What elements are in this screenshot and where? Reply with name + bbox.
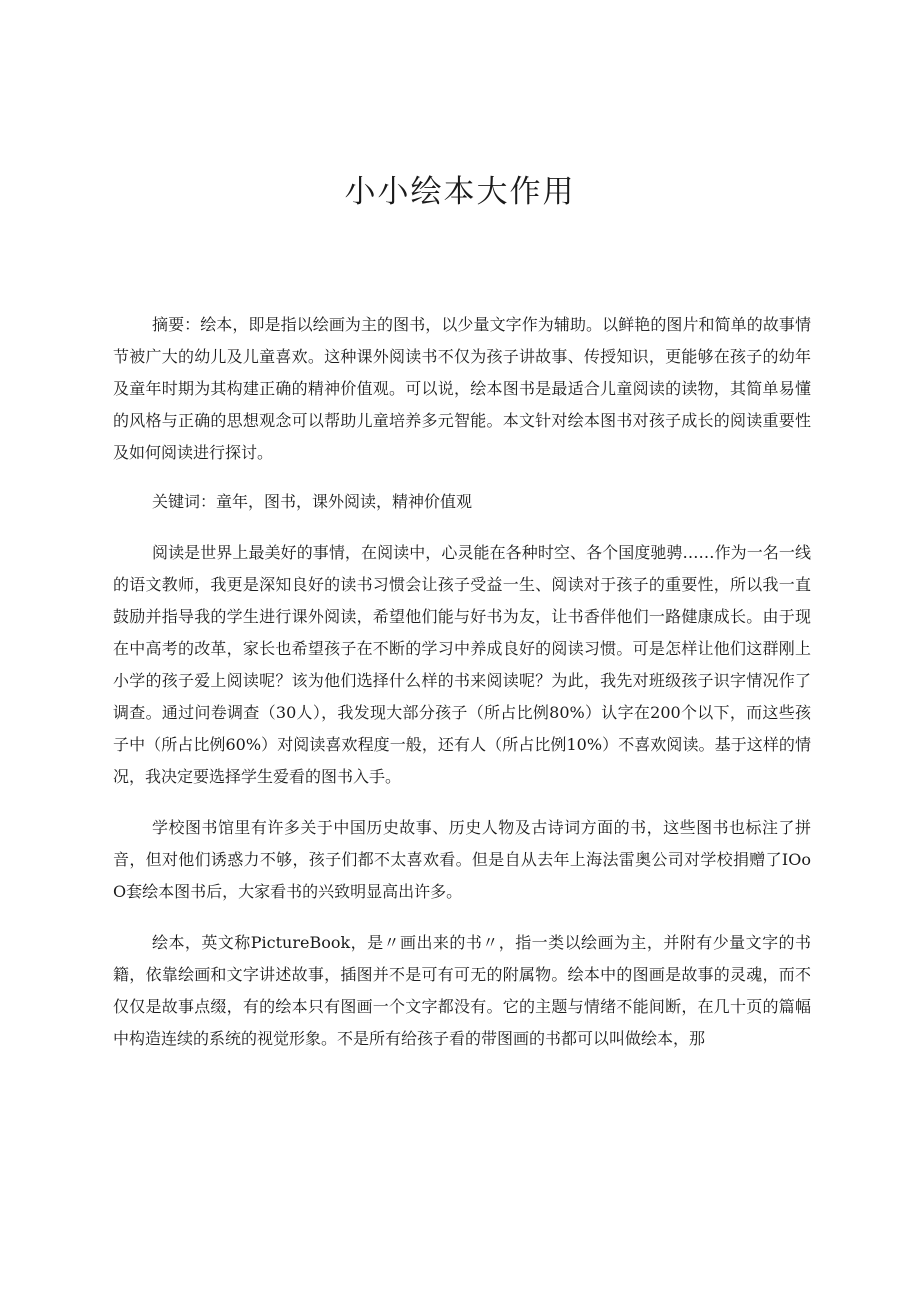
keywords-line: 关键词：童年，图书，课外阅读，精神价值观 bbox=[152, 492, 473, 511]
document-body bbox=[113, 309, 811, 1055]
abstract-paragraph: 摘要：绘本，即是指以绘画为主的图书，以少量文字作为辅助。以鲜艳的图片和简单的故事情节被广大的幼儿及儿童喜欢。这种课外阅读书不仅为孩子讲故事、传授知识，更能够在孩子的幼年及童年时期为其构建正确的精神价值观。可以说，绘本图书是最适合儿童阅读的读物，其简单易懂的风格与正确的思想观念可以帮助儿童培养多元智能。本文针对绘本图书对孩子成长的阅读重要性及如何阅读进行探讨。 bbox=[113, 315, 811, 462]
page-title: 小小绘本大作用 bbox=[344, 174, 576, 210]
body-paragraph-1: 阅读是世界上最美好的事情，在阅读中，心灵能在各种时空、各个国度驰骋……作为一名一线的语文教师，我更是深知良好的读书习惯会让孩子受益一生、阅读对于孩子的重要性，所以我一直鼓励并指导我的学生进行课外阅读，希望他们能与好书为友，让书香伴他们一路健康成长。由于现在中高考的改革，家长也希望孩子在不断的学习中养成良好的阅读习惯。可是怎样让他们这群刚上小学的孩子爱上阅读呢？该为他们选择什么样的书来阅读呢？为此，我先对班级孩子识字情况作了调查。通过问卷调查（30人），我发现大部分孩子（所占比例80%）认字在200个以下，而这些孩子中（所占比例60%）对阅读喜欢程度一般，还有人（所占比例10%）不喜欢阅读。基于这样的情况，我决定要选择学生爱看的图书入手。 bbox=[113, 543, 811, 786]
body-paragraph-2: 学校图书馆里有许多关于中国历史故事、历史人物及古诗词方面的书，这些图书也标注了拼音，但对他们诱惑力不够，孩子们都不太喜欢看。但是自从去年上海法雷奥公司对学校捐赠了IOoO套绘本图书后，大家看书的兴致明显高出许多。 bbox=[113, 818, 811, 901]
body-paragraph-3: 绘本，英文称PictureBook，是〃画出来的书〃，指一类以绘画为主，并附有少量文字的书籍，依靠绘画和文字讲述故事，插图并不是可有可无的附属物。绘本中的图画是故事的灵魂，而不仅仅是故事点缀，有的绘本只有图画一个文字都没有。它的主题与情绪不能间断，在几十页的篇幅中构造连续的系统的视觉形象。不是所有给孩子看的带图画的书都可以叫做绘本，那 bbox=[113, 933, 811, 1048]
